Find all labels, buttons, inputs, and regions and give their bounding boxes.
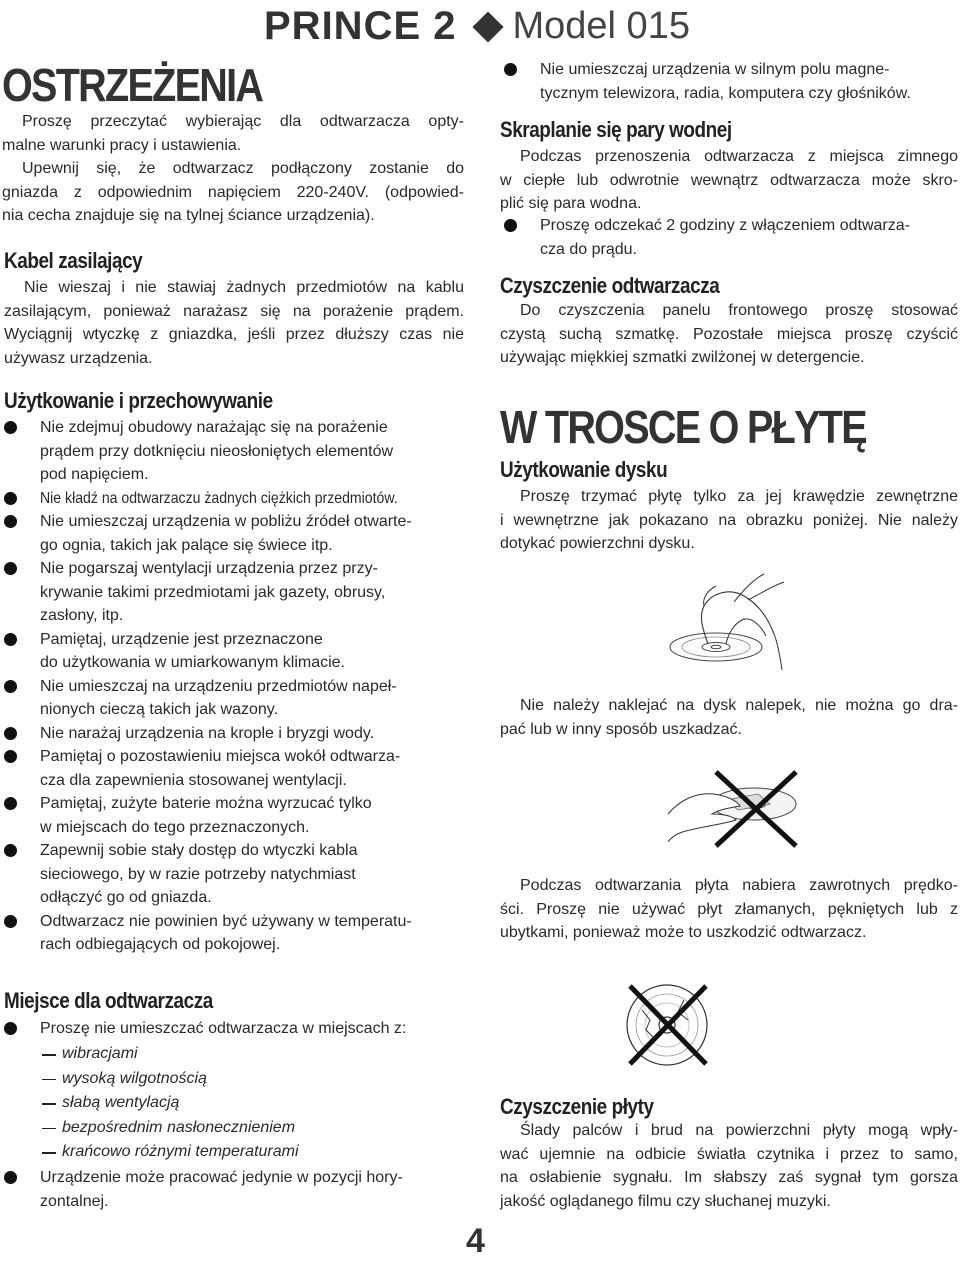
list-item bbox=[0, 510, 470, 557]
list-item-line: Pamiętaj, urządzenie jest przeznaczone bbox=[40, 630, 323, 648]
list-item-line: Odtwarzacz nie powinien być używany w temperatu- bbox=[40, 912, 412, 930]
cable-line-2: zasilającym, ponieważ narażasz się na porażenie prądem. bbox=[4, 302, 464, 320]
condense-paragraph bbox=[500, 145, 958, 216]
disc-care-title: W TROSCE O PŁYTĘ bbox=[500, 401, 866, 453]
dash-icon bbox=[42, 1152, 56, 1154]
list-item bbox=[500, 58, 960, 105]
dash-item-text: krańcowo różnymi temperaturami bbox=[62, 1143, 299, 1160]
bullet-icon bbox=[4, 915, 17, 928]
intro-1-line-2: malne warunki pracy i ustawienia. bbox=[2, 136, 242, 154]
disc-use-line-3: dotykać powierzchni dysku. bbox=[500, 535, 695, 552]
speed-line-1: Podczas odtwarzania płyta nabiera zawrotnych prędko- bbox=[520, 877, 958, 894]
warnings-title: OSTRZEŻENIA bbox=[2, 59, 263, 111]
dash-list-item bbox=[0, 1140, 470, 1165]
speed-paragraph bbox=[500, 874, 958, 945]
list-item-line: go ognia, takich jak palące się świece itp. bbox=[40, 536, 333, 554]
dash-icon bbox=[42, 1079, 56, 1081]
disc-clean-section-title: Czyszczenie płyty bbox=[500, 1094, 654, 1119]
list-item bbox=[0, 839, 470, 910]
list-item-line: do użytkowania w umiarkowanym klimacie. bbox=[40, 654, 345, 671]
condense-line-3: plić się para wodna. bbox=[500, 195, 642, 212]
list-item bbox=[0, 557, 470, 628]
disc-clean-paragraph bbox=[500, 1119, 958, 1213]
page-number: 4 bbox=[466, 1222, 485, 1260]
bullet-icon bbox=[4, 750, 17, 763]
list-item-text: Nie kładź na odtwarzaczu żadnych ciężkich przedmiotów. bbox=[40, 489, 398, 507]
usage-list bbox=[0, 416, 470, 957]
cleaning-line-2: czystą suchą szmatkę. Pozostałe miejsca proszę czyścić bbox=[500, 325, 958, 343]
list-item-line: Pamiętaj o pozostawieniu miejsca wokół odtwarza- bbox=[40, 748, 401, 765]
cleaning-section-title: Czyszczenie odtwarzacza bbox=[500, 273, 720, 298]
speed-line-2: ści. Proszę nie używać płyt złamanych, pękniętych lub z bbox=[500, 900, 958, 918]
dash-icon bbox=[42, 1103, 56, 1105]
list-item-line: krywanie takimi przedmiotami jak gazety, obrusy, bbox=[40, 583, 386, 601]
dash-icon bbox=[42, 1128, 56, 1130]
place-last-list bbox=[0, 1166, 470, 1213]
dash-list-item bbox=[0, 1091, 470, 1116]
disc-use-line-2: i wewnętrzne jak pokazano na obrazku poniżej. Nie należy bbox=[500, 511, 958, 529]
dash-list-item bbox=[0, 1042, 470, 1067]
sticker-line-1: Nie należy naklejać na dysk nalepek, nie można go dra- bbox=[520, 697, 958, 714]
list-item-line: odłączyć go od gniazda. bbox=[40, 889, 212, 906]
list-item-line: Nie zdejmuj obudowy narażając się na porażenie bbox=[40, 419, 388, 436]
no-broken-disc-illustration bbox=[622, 980, 712, 1070]
intro-1-line-1: Proszę przeczytać wybierając dla odtwarzacza opty- bbox=[22, 113, 464, 130]
list-item bbox=[0, 416, 470, 487]
bullet-icon bbox=[4, 844, 17, 857]
list-item-line: zasłony, itp. bbox=[40, 607, 124, 624]
disc-use-section-title: Użytkowanie dysku bbox=[500, 457, 668, 482]
condense-line-2: w ciepłe lub odwrotnie wewnątrz odtwarzacza może skro- bbox=[500, 171, 958, 189]
dash-item-text: słabą wentylacją bbox=[62, 1094, 180, 1111]
magnet-line-2: tycznym telewizora, radia, komputera czy głośników. bbox=[540, 84, 911, 102]
list-item-line: Nie narażaj urządzenia na krople i bryzgi wody. bbox=[40, 724, 375, 742]
magnet-line-1: Nie umieszczaj urządzenia w silnym polu magne- bbox=[540, 61, 890, 78]
place-lead-list bbox=[0, 1017, 470, 1041]
dash-item-text: bezpośrednim nasłonecznieniem bbox=[62, 1118, 296, 1136]
diamond-icon bbox=[472, 11, 503, 42]
magnet-list bbox=[500, 58, 960, 105]
dash-item-text: wibracjami bbox=[62, 1045, 138, 1062]
condense-bullet-line-1: Proszę odczekać 2 godziny z włączeniem odtwarza- bbox=[540, 217, 910, 234]
intro-2-line-3: nia cecha znajduje się na tylnej ściance urządzenia). bbox=[2, 207, 375, 224]
list-item-line: Nie umieszczaj na urządzeniu przedmiotów napeł- bbox=[40, 677, 397, 695]
document-header bbox=[264, 4, 724, 48]
cable-line-1: Nie wieszaj i nie stawiaj żadnych przedmiotów na kablu bbox=[24, 279, 464, 296]
sticker-line-2: pać lub w inny sposób uszkadzać. bbox=[500, 720, 742, 738]
cleaning-paragraph bbox=[500, 299, 958, 370]
bullet-icon bbox=[4, 1171, 17, 1184]
place-last-line-2: zontalnej. bbox=[40, 1192, 109, 1210]
list-item bbox=[0, 675, 470, 722]
list-item bbox=[0, 1166, 470, 1213]
list-item-line: sieciowego, by w razie potrzeby natychmiast bbox=[40, 865, 356, 883]
list-item bbox=[0, 722, 470, 746]
list-item-line: nionych cieczą takich jak wazony. bbox=[40, 701, 279, 718]
disc-clean-line-2: wać ujemnie na odbicie światła czytnika i przez to samo, bbox=[500, 1145, 958, 1163]
dash-item-text: wysoką wilgotnością bbox=[62, 1069, 207, 1087]
no-sticker-illustration bbox=[666, 770, 806, 854]
bullet-icon bbox=[4, 492, 17, 505]
bullet-icon bbox=[4, 680, 17, 693]
disc-clean-line-1: Ślady palców i brud na powierzchni płyty mogą wpły- bbox=[520, 1122, 958, 1139]
bullet-icon bbox=[4, 1022, 17, 1035]
cleaning-line-1: Do czyszczenia panelu frontowego proszę stosować bbox=[520, 302, 958, 319]
list-item bbox=[0, 745, 470, 792]
place-section-title: Miejsce dla odtwarzacza bbox=[4, 988, 213, 1013]
dash-icon bbox=[42, 1054, 56, 1056]
speed-line-3: ubytkami, ponieważ może to uszkodzić odtwarzacz. bbox=[500, 924, 867, 941]
bullet-icon bbox=[4, 562, 17, 575]
intro-2-line-2: gniazda z odpowiednim napięciem 220-240V. (odpowied- bbox=[2, 183, 464, 201]
list-item bbox=[0, 1017, 470, 1041]
dash-list-item bbox=[0, 1116, 470, 1141]
bullet-icon bbox=[4, 421, 17, 434]
condense-bullet-list bbox=[500, 214, 960, 261]
list-item-line: rach odbiegających od pokojowej. bbox=[40, 936, 281, 953]
disc-use-line-1: Proszę trzymać płytę tylko za jej krawędzie zewnętrzne bbox=[520, 488, 958, 505]
hand-holding-disc-illustration bbox=[668, 572, 798, 672]
place-dash-list bbox=[0, 1042, 470, 1165]
dash-list-item bbox=[0, 1067, 470, 1092]
brand-name: PRINCE 2 bbox=[264, 4, 457, 48]
bullet-icon bbox=[504, 63, 517, 76]
condense-section-title: Skraplanie się pary wodnej bbox=[500, 117, 732, 142]
cable-line-4: używasz urządzenia. bbox=[4, 349, 153, 367]
list-item-line: Zapewnij sobie stały dostęp do wtyczki kabla bbox=[40, 842, 358, 859]
condense-bullet-line-2: cza do prądu. bbox=[540, 240, 637, 258]
bullet-icon bbox=[504, 219, 517, 232]
list-item bbox=[0, 487, 470, 511]
usage-section-title: Użytkowanie i przechowywanie bbox=[4, 388, 273, 413]
place-last-line-1: Urządzenie może pracować jedynie w pozycji hory- bbox=[40, 1169, 403, 1186]
list-item-line: prądem przy dotknięciu nieosłoniętych elementów bbox=[40, 442, 394, 460]
list-item bbox=[0, 792, 470, 839]
bullet-icon bbox=[4, 633, 17, 646]
cable-line-3: Wyciągnij wtyczkę z gniazdka, jeśli przez dłuższy czas nie bbox=[4, 326, 464, 343]
list-item bbox=[0, 910, 470, 957]
cable-section-title: Kabel zasilający bbox=[4, 248, 143, 273]
place-lead-text: Proszę nie umieszczać odtwarzacza w miejscach z: bbox=[40, 1020, 407, 1037]
cleaning-line-3: używając miękkiej szmatki zwilżonej w detergencie. bbox=[500, 349, 865, 366]
list-item-line: Nie umieszczaj urządzenia w pobliżu źródeł otwarte- bbox=[40, 513, 412, 530]
bullet-icon bbox=[4, 727, 17, 740]
sticker-paragraph bbox=[500, 694, 958, 741]
list-item-line bbox=[40, 487, 470, 511]
list-item-line: Nie pogarszaj wentylacji urządzenia przez przy- bbox=[40, 560, 378, 577]
list-item-line: cza dla zapewnienia stosowanej wentylacji. bbox=[40, 771, 347, 789]
intro-paragraph-1 bbox=[2, 110, 464, 228]
disc-use-paragraph bbox=[500, 485, 958, 556]
bullet-icon bbox=[4, 515, 17, 528]
list-item-line: w miejscach do tego przeznaczonych. bbox=[40, 818, 310, 836]
disc-clean-line-3: na osłabienie sygnału. Im słabszy zaś sygnał tym gorsza bbox=[500, 1169, 958, 1186]
intro-2-line-1: Upewnij się, że odtwarzacz podłączony zostanie do bbox=[22, 160, 464, 177]
disc-clean-line-4: jakość oglądanego filmu czy słuchanej muzyki. bbox=[500, 1192, 831, 1210]
list-item bbox=[500, 214, 960, 261]
model-name: Model 015 bbox=[512, 5, 690, 47]
condense-line-1: Podczas przenoszenia odtwarzacza z miejsca zimnego bbox=[520, 148, 958, 165]
list-item-line: Pamiętaj, zużyte baterie można wyrzucać tylko bbox=[40, 795, 372, 812]
bullet-icon bbox=[4, 797, 17, 810]
list-item-line: pod napięciem. bbox=[40, 466, 149, 483]
list-item bbox=[0, 628, 470, 675]
cable-paragraph bbox=[4, 276, 464, 370]
